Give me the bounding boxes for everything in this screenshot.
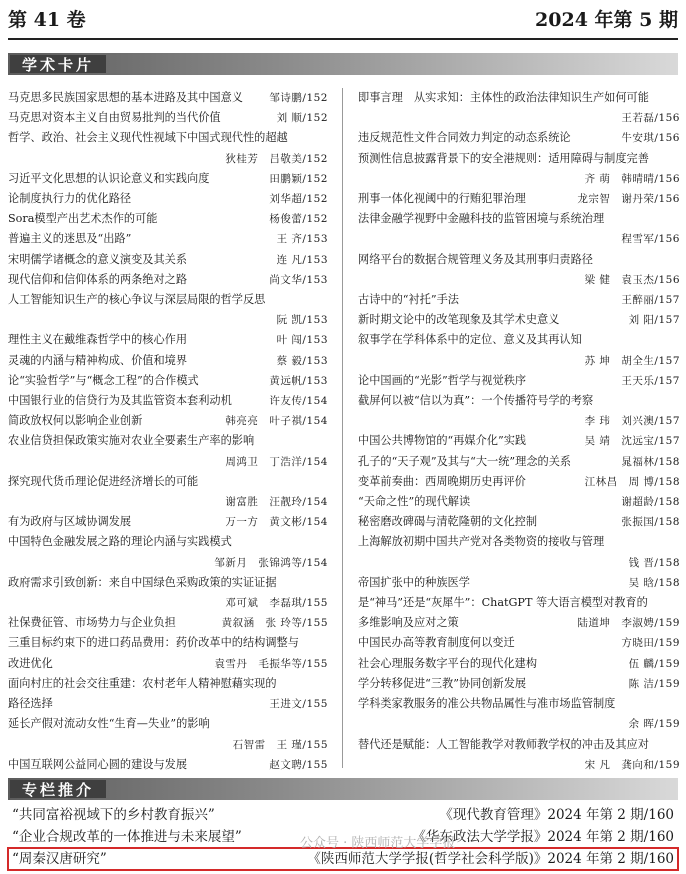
feature-source: 《华东政法大学学报》2024 年第 2 期/160 — [412, 829, 674, 845]
entry-line — [8, 189, 328, 209]
entry-line — [358, 229, 680, 249]
entry-line — [358, 351, 680, 371]
section-title-column-recommend: 专栏推介 — [10, 780, 106, 798]
article-title: 违反规范性文件合同效力判定的动态系统论 — [358, 131, 571, 145]
entry-line — [358, 290, 680, 310]
article-title: 普遍主义的迷思及“出路” — [8, 232, 132, 246]
entry-line — [8, 371, 328, 391]
entry-line — [358, 108, 680, 128]
entry-line — [358, 755, 680, 775]
article-author-page: 周鸿卫 丁浩洋/154 — [225, 455, 328, 468]
article-entry — [8, 755, 328, 775]
article-title: 探究现代货币理论促进经济增长的可能 — [8, 474, 199, 488]
article-author-page: 刘 顺/152 — [276, 112, 328, 125]
entry-line — [358, 512, 680, 532]
article-entry — [358, 492, 680, 512]
article-author-page: 伍 麟/159 — [628, 657, 680, 670]
article-title: 政府需求引致创新：来自中国绿色采购政策的实证证据 — [8, 575, 277, 589]
feature-title: “周秦汉唐研究” — [12, 851, 107, 867]
article-title: 即事言理 从实求知：主体性的政治法律知识生产如何可能 — [358, 91, 649, 104]
article-author-page: 连 凡/153 — [276, 253, 328, 266]
article-author-page: 吴 晗/158 — [628, 576, 680, 589]
entry-line — [8, 755, 328, 775]
entry-line — [358, 88, 680, 108]
entry-line — [358, 573, 680, 593]
entry-line — [358, 553, 680, 573]
entry-line — [358, 270, 680, 290]
article-title: 灵魂的内涵与精神构成、价值和境界 — [8, 353, 188, 367]
article-title: 论制度执行力的优化路径 — [8, 192, 132, 206]
article-title: 中国银行业的信贷行为及其监管资本套利动机 — [8, 394, 232, 408]
article-title: 孔子的“天子观”及其与“大一统”理念的关系 — [358, 454, 572, 468]
article-title: 路径选择 — [8, 697, 53, 711]
entry-line — [8, 270, 328, 290]
entry-line — [8, 512, 328, 532]
article-title: 多维影响及应对之策 — [358, 616, 459, 630]
article-entry — [358, 512, 680, 532]
article-title: 中国特色金融发展之路的理论内涵与实践模式 — [8, 535, 232, 549]
entry-line — [8, 613, 328, 633]
entry-line — [8, 694, 328, 714]
entry-line — [8, 593, 328, 613]
article-title: 是“神马”还是“灰犀牛”：ChatGPT 等大语言模型对教育的 — [358, 596, 648, 610]
entry-line — [8, 553, 328, 573]
entry-line — [8, 290, 328, 310]
article-title: 简政放权何以影响企业创新 — [8, 414, 143, 428]
article-author-page: 袁雪丹 毛振华等/155 — [214, 657, 328, 670]
entry-line — [8, 633, 328, 653]
entry-line — [8, 472, 328, 492]
article-title: 截屏何以被“信以为真”：一个传播符号学的考察 — [358, 394, 594, 408]
article-entry — [358, 391, 680, 431]
article-title: 改进优化 — [8, 656, 53, 670]
page-header — [8, 0, 678, 36]
article-author-page: 蔡 毅/153 — [276, 354, 328, 367]
feature-title: “企业合规改革的一体推进与未来展望” — [12, 829, 242, 845]
article-title: 三重目标约束下的进口药品费用：药价改革中的结构调整与 — [8, 636, 299, 650]
entry-line — [358, 189, 680, 209]
article-author-page: 谢富胜 汪靓玲/154 — [225, 496, 328, 509]
article-entry — [358, 593, 680, 633]
article-entry — [8, 512, 328, 532]
article-author-page: 江林昌 周 博/158 — [584, 475, 680, 488]
article-author-page: 许友传/154 — [269, 395, 328, 408]
article-title: 叙事学在学科体系中的定位、意义及其再认知 — [358, 333, 582, 347]
article-author-page: 陈 洁/159 — [628, 677, 680, 690]
article-entry — [8, 371, 328, 391]
article-title: 法律金融学视野中金融科技的监管困境与系统治理 — [358, 212, 605, 226]
entry-line — [8, 492, 328, 512]
article-entry — [358, 573, 680, 593]
entry-line — [8, 714, 328, 734]
entry-line — [358, 654, 680, 674]
article-title: 刑事一体化视阈中的行贿犯罪治理 — [358, 192, 526, 206]
article-entry — [358, 330, 680, 370]
entry-line — [8, 431, 328, 451]
entry-line — [8, 209, 328, 229]
article-author-page: 杨俊蕾/152 — [269, 213, 328, 226]
article-entry — [8, 532, 328, 572]
entry-line — [358, 169, 680, 189]
entry-line — [358, 532, 680, 552]
article-author-page: 黄叙涵 张 玲等/155 — [221, 617, 328, 630]
article-title: 人工智能知识生产的核心争议与深层局限的哲学反思 — [8, 293, 266, 307]
article-entry — [358, 633, 680, 653]
article-author-page: 程雪军/156 — [621, 233, 680, 246]
entry-line — [358, 593, 680, 613]
article-title: 论中国画的“光影”哲学与视觉秩序 — [358, 373, 527, 387]
entry-line — [8, 149, 328, 169]
article-title: 帝国扩张中的种族医学 — [358, 575, 470, 589]
article-title: 宋明儒学诸概念的意义演变及其关系 — [8, 252, 188, 266]
article-title: 马克思多民族国家思想的基本进路及其中国意义 — [8, 91, 243, 104]
header-rule — [8, 38, 678, 40]
section-bar-column-recommend — [8, 778, 678, 800]
feature-source: 《陕西师范大学学报(哲学社会科学版)》2024 年第 2 期/160 — [307, 851, 674, 867]
article-title: 论“实验哲学”与“概念工程”的合作模式 — [8, 373, 199, 387]
article-entry — [8, 270, 328, 290]
article-author-page: 龙宗智 谢丹荣/156 — [577, 193, 680, 206]
entry-line — [358, 149, 680, 169]
watermark-text: 公众号 · 陕西师范大学学报 — [300, 836, 456, 851]
article-author-page: 尚文华/153 — [269, 273, 328, 286]
article-entry — [8, 88, 328, 108]
entry-line — [8, 674, 328, 694]
article-author-page: 赵文聘/155 — [269, 758, 328, 771]
article-author-page: 田鹏颖/152 — [269, 172, 328, 185]
article-author-page: 邹诗鹏/152 — [269, 92, 328, 104]
article-entry — [358, 472, 680, 492]
entry-line — [8, 735, 328, 755]
volume-label: 第 41 卷 — [8, 8, 86, 31]
article-title: 哲学、政治、社会主义现代性视域下中国式现代性的超越 — [8, 131, 288, 145]
article-author-page: 王天乐/157 — [621, 374, 680, 387]
article-title: 上海解放初期中国共产党对各类物资的接收与管理 — [358, 535, 605, 549]
entry-line — [8, 330, 328, 350]
article-title: 新时期文论中的改笔现象及其学术史意义 — [358, 313, 560, 327]
article-author-page: 余 晖/159 — [628, 718, 680, 731]
article-entry — [8, 613, 328, 633]
article-title: 面向村庄的社会交往重建：农村老年人精神慰藉实现的 — [8, 676, 277, 690]
entry-line — [358, 492, 680, 512]
entry-line — [358, 411, 680, 431]
entry-line — [8, 108, 328, 128]
entry-line — [8, 351, 328, 371]
entry-line — [8, 573, 328, 593]
article-author-page: 刘 阳/157 — [628, 314, 680, 327]
issue-label: 2024 年第 5 期 — [535, 8, 678, 31]
article-entry — [8, 573, 328, 613]
article-entry — [358, 149, 680, 189]
article-entry — [8, 674, 328, 714]
article-entry — [8, 633, 328, 673]
article-entry — [8, 169, 328, 189]
entry-line — [358, 472, 680, 492]
article-entry — [8, 472, 328, 512]
feature-title: “共同富裕视域下的乡村教育振兴” — [12, 807, 215, 823]
entry-line — [358, 674, 680, 694]
article-title: 社会心理服务数字平台的现代化建构 — [358, 656, 538, 670]
entry-line — [358, 452, 680, 472]
article-title: Sora模型产出艺术杰作的可能 — [8, 212, 158, 226]
entry-line — [358, 431, 680, 451]
article-entry — [8, 290, 328, 330]
right-column — [358, 88, 680, 775]
article-entry — [358, 88, 680, 128]
article-title: 延长产假对流动女性“生育—失业”的影响 — [8, 717, 210, 731]
entry-line — [8, 452, 328, 472]
article-entry — [8, 714, 328, 754]
article-entry — [8, 330, 328, 350]
entry-line — [8, 229, 328, 249]
article-author-page: 张振国/158 — [621, 516, 680, 529]
article-author-page: 王醉丽/157 — [621, 294, 680, 307]
article-title: 中国互联网公益同心圆的建设与发展 — [8, 757, 188, 771]
article-title: 学科类家教服务的准公共物品属性与准市场监管制度 — [358, 697, 616, 711]
article-author-page: 陆道坤 李淑娉/159 — [577, 617, 680, 630]
article-author-page: 晁福林/158 — [621, 455, 680, 468]
entry-line — [358, 633, 680, 653]
article-author-page: 王进文/155 — [269, 698, 328, 711]
article-entry — [358, 209, 680, 249]
article-title: “天命之性”的现代解读 — [358, 495, 471, 509]
article-title: 社保费征管、市场势力与企业负担 — [8, 616, 176, 630]
article-entry — [8, 128, 328, 168]
article-author-page: 梁 健 袁玉杰/156 — [584, 273, 680, 286]
entry-line — [8, 654, 328, 674]
article-entry — [358, 128, 680, 148]
feature-item — [8, 804, 678, 826]
article-author-page: 邓可斌 李磊琪/155 — [225, 597, 328, 610]
article-author-page: 苏 坤 胡全生/157 — [584, 354, 680, 367]
article-author-page: 石智雷 王 瑾/155 — [232, 738, 328, 751]
article-title: 马克思对资本主义自由贸易批判的当代价值 — [8, 111, 221, 125]
entry-line — [8, 169, 328, 189]
article-author-page: 王 齐/153 — [276, 233, 328, 246]
article-entry — [358, 654, 680, 674]
article-author-page: 方晓田/159 — [621, 637, 680, 650]
article-entry — [358, 452, 680, 472]
feature-item — [8, 848, 678, 870]
article-author-page: 宋 凡 龚向和/159 — [584, 758, 680, 771]
article-author-page: 齐 萌 韩晴晴/156 — [584, 172, 680, 185]
article-title: 理性主义在戴维森哲学中的核心作用 — [8, 333, 188, 347]
article-author-page: 钱 晋/158 — [628, 556, 680, 569]
article-author-page: 狄桂芳 吕敬美/152 — [225, 152, 328, 165]
article-entry — [358, 694, 680, 734]
article-entry — [8, 250, 328, 270]
article-title: 农业信贷担保政策实施对农业全要素生产率的影响 — [8, 434, 255, 448]
article-title: 学分转移促进“三教”协同创新发展 — [358, 676, 527, 690]
article-entry — [8, 351, 328, 371]
entry-line — [8, 411, 328, 431]
article-author-page: 王若磊/156 — [621, 112, 680, 125]
entry-line — [358, 613, 680, 633]
article-entry — [358, 290, 680, 310]
article-entry — [8, 189, 328, 209]
entry-line — [358, 310, 680, 330]
entry-line — [8, 88, 328, 108]
entry-line — [358, 371, 680, 391]
article-title: 有为政府与区域协调发展 — [8, 515, 132, 529]
entry-line — [8, 250, 328, 270]
article-author-page: 谢超龄/158 — [621, 496, 680, 509]
article-author-page: 牛安琪/156 — [621, 132, 680, 145]
entry-line — [358, 735, 680, 755]
entry-line — [358, 694, 680, 714]
article-entry — [358, 189, 680, 209]
article-title: 中国民办高等教育制度何以变迁 — [358, 636, 515, 650]
article-entry — [358, 735, 680, 775]
article-title: 变革前奏曲：西周晚期历史再评价 — [358, 474, 526, 488]
article-title: 古诗中的“衬托”手法 — [358, 293, 459, 307]
section-bar-academic-cards — [8, 53, 678, 75]
entry-line — [8, 532, 328, 552]
entry-line — [8, 128, 328, 148]
entry-line — [358, 391, 680, 411]
article-author-page: 吴 靖 沈远宝/157 — [584, 435, 680, 448]
article-entry — [8, 108, 328, 128]
entry-line — [358, 330, 680, 350]
article-entry — [8, 431, 328, 471]
section-title-academic-cards: 学术卡片 — [10, 55, 106, 73]
article-entry — [8, 209, 328, 229]
entry-line — [358, 209, 680, 229]
article-entry — [358, 310, 680, 330]
entry-line — [358, 714, 680, 734]
entry-line — [358, 250, 680, 270]
article-author-page: 万一方 黄文彬/154 — [225, 516, 328, 529]
article-entry — [358, 371, 680, 391]
column-divider — [342, 88, 343, 768]
entry-line — [8, 310, 328, 330]
article-author-page: 黄远帆/153 — [269, 374, 328, 387]
article-title: 网络平台的数据合规管理义务及其刑事归责路径 — [358, 252, 593, 266]
article-entry — [358, 250, 680, 290]
left-column — [8, 88, 328, 775]
article-title: 现代信仰和信仰体系的两条绝对之路 — [8, 272, 188, 286]
article-entry — [8, 391, 328, 411]
article-author-page: 李 玮 刘兴澳/157 — [584, 415, 680, 428]
article-author-page: 阮 凯/153 — [276, 314, 328, 327]
article-author-page: 韩亮亮 叶子祺/154 — [225, 415, 328, 428]
entry-line — [358, 128, 680, 148]
article-author-page: 刘华超/152 — [269, 193, 328, 206]
article-title: 秘密磨改碑碣与清乾隆朝的文化控制 — [358, 515, 538, 529]
article-entry — [8, 411, 328, 431]
article-author-page: 叶 闯/153 — [276, 334, 328, 347]
article-title: 替代还是赋能：人工智能教学对教师教学权的冲击及其应对 — [358, 737, 649, 751]
article-author-page: 邹新月 张锦鸿等/154 — [214, 556, 328, 569]
article-entry — [358, 674, 680, 694]
feature-source: 《现代教育管理》2024 年第 2 期/160 — [439, 807, 674, 823]
article-title: 习近平文化思想的认识论意义和实践向度 — [8, 171, 210, 185]
article-title: 中国公共博物馆的“再媒介化”实践 — [358, 434, 527, 448]
article-entry — [8, 229, 328, 249]
entry-line — [8, 391, 328, 411]
article-title: 预测性信息披露背景下的安全港规则：适用障碍与制度完善 — [358, 151, 649, 165]
article-entry — [358, 532, 680, 572]
article-entry — [358, 431, 680, 451]
